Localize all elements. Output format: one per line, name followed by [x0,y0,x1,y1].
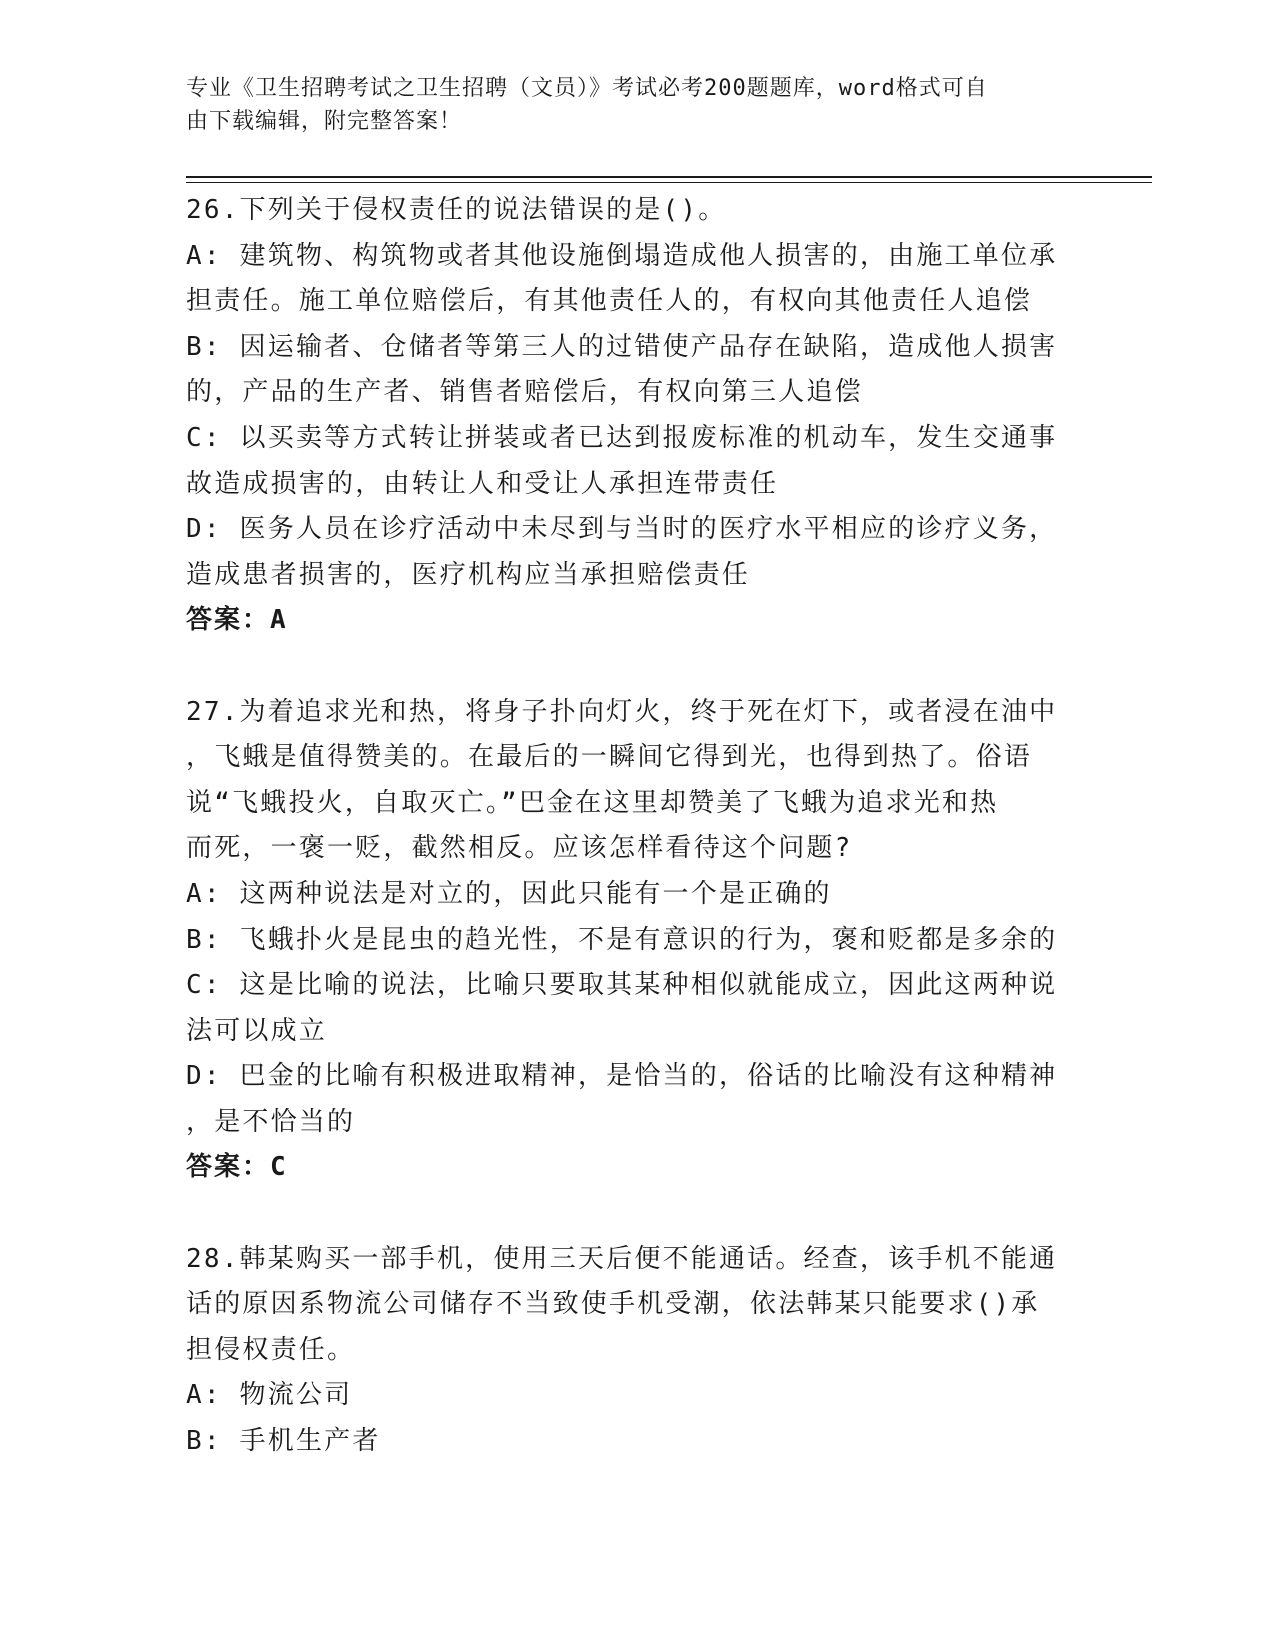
option-a [186,872,1076,918]
question-text: ，飞蛾是值得赞美的。在最后的一瞬间它得到光，也得到热了。俗语 [186,742,1033,773]
question-text: 担侵权责任。 [186,1334,356,1365]
question-27 [186,690,1076,1192]
option-b [186,325,1076,416]
question-26 [186,188,1076,644]
question-list [186,188,1076,1510]
option-line: ，是不恰当的 [186,1106,356,1137]
answer-value: C [270,1152,288,1183]
option-line: A: 这两种说法是对立的，因此只能有一个是正确的 [186,878,832,909]
option-line: 故造成损害的，由转让人和受让人承担连带责任 [186,468,779,499]
question-text: 而死，一褒一贬，截然相反。应该怎样看待这个问题? [186,833,853,864]
option-line: 造成患者损害的，医疗机构应当承担赔偿责任 [186,559,751,590]
answer [186,1145,1076,1191]
option-a [186,234,1076,325]
question-28 [186,1237,1076,1465]
option-line: D: 巴金的比喻有积极进取精神，是恰当的，俗话的比喻没有这种精神 [186,1061,1058,1092]
answer-label: 答案： [186,605,271,636]
option-line: 担责任。施工单位赔偿后，有其他责任人的，有权向其他责任人追偿 [186,286,1033,317]
option-b [186,1419,1076,1465]
option-line: A: 建筑物、构筑物或者其他设施倒塌造成他人损害的，由施工单位承 [186,240,1058,271]
header-line: 由下载编辑，附完整答案！ [186,109,463,134]
document-header [186,72,1086,138]
question-text: 27.为着追求光和热，将身子扑向灯火，终于死在灯下，或者浸在油中 [186,696,1058,727]
answer-label: 答案： [186,1152,271,1183]
option-line: B: 因运输者、仓储者等第三人的过错使产品存在缺陷，造成他人损害 [186,331,1058,362]
header-line: 专业《卫生招聘考试之卫生招聘（文员）》考试必考200题题库，word格式可自 [186,76,988,101]
answer [186,598,1076,644]
option-line: 的，产品的生产者、销售者赔偿后，有权向第三人追偿 [186,377,863,408]
header-divider-thick [186,176,1152,178]
option-b [186,918,1076,964]
option-c [186,963,1076,1054]
answer-value: A [270,605,288,636]
option-a [186,1373,1076,1419]
question-text: 说“飞蛾投火，自取灭亡。”巴金在这里却赞美了飞蛾为追求光和热 [186,787,999,818]
option-d [186,1054,1076,1145]
option-line: B: 手机生产者 [186,1426,381,1457]
question-text: 26.下列关于侵权责任的说法错误的是()。 [186,195,727,225]
option-line: D: 医务人员在诊疗活动中未尽到与当时的医疗水平相应的诊疗义务， [186,514,1058,545]
header-divider-thin [186,182,1152,183]
question-text: 28.韩某购买一部手机，使用三天后便不能通话。经查，该手机不能通 [186,1243,1058,1274]
question-text: 话的原因系物流公司储存不当致使手机受潮，依法韩某只能要求()承 [186,1289,1040,1320]
option-line: C: 以买卖等方式转让拼装或者已达到报废标准的机动车，发生交通事 [186,422,1058,453]
option-d [186,507,1076,598]
option-line: 法可以成立 [186,1015,328,1046]
option-line: A: 物流公司 [186,1380,353,1411]
option-line: C: 这是比喻的说法，比喻只要取其某种相似就能成立，因此这两种说 [186,970,1058,1001]
option-c [186,416,1076,507]
option-line: B: 飞蛾扑火是昆虫的趋光性，不是有意识的行为，褒和贬都是多余的 [186,924,1058,955]
